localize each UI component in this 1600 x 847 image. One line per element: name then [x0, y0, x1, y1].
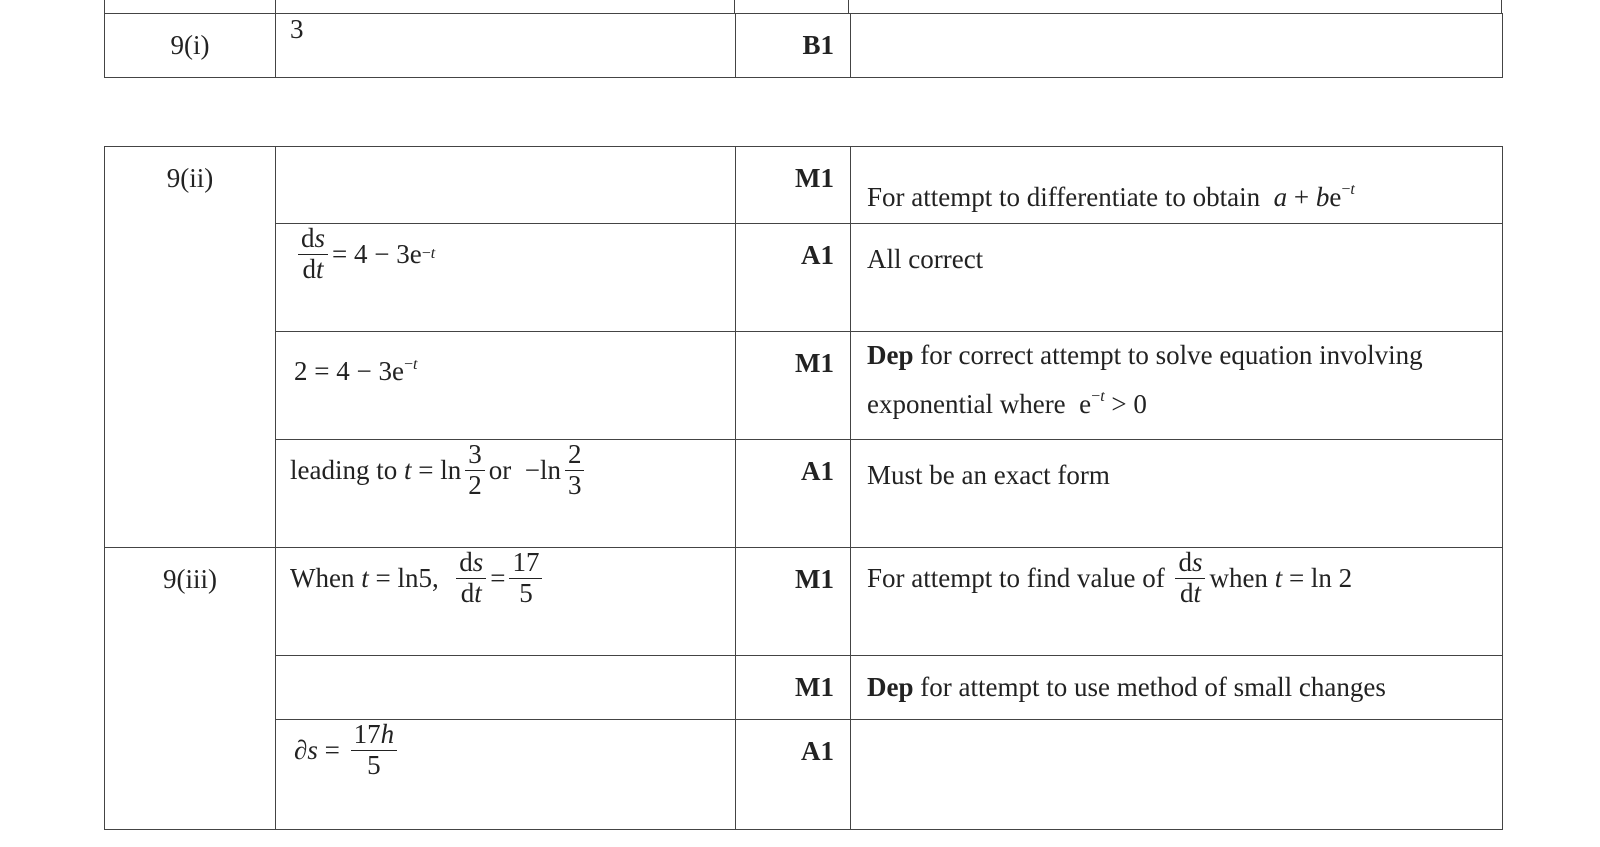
guidance-text: For attempt to differentiate to obtain: [867, 182, 1261, 212]
previous-table-edge: [104, 0, 1502, 14]
answer-math: When t = ln5, $\frac{ds}{dt}$ = $\frac{17}{5}$: [276, 548, 735, 608]
mark: M1: [795, 348, 834, 378]
table-row: 2 = 4 − 3e −t M1 Dep for correct attempt to solve equation involving exponential where $e^{-t} > 0$: [105, 332, 1503, 440]
markscheme-table-9i: [104, 13, 1503, 78]
answer-cell: [276, 147, 736, 224]
table-row: 9(iii) When t = ln5, $\frac{ds}{dt}$ = $\frac{17}{5}$ M1 For attempt to find value of $\frac{ds}{dt}$ when t = ln 2: [105, 548, 1503, 656]
guidance-cell: [851, 720, 1503, 830]
answer-math: leading to t = ln $\frac{3}{2}$ or −ln $\frac{2}{3}$: [276, 440, 735, 500]
table-row: [105, 14, 1503, 78]
table-row: 9(ii) M1 For attempt to differentiate to obtain $a + be^{-t}$: [105, 147, 1503, 224]
answer-prefix: leading to: [290, 454, 398, 485]
question-number: 9(ii): [166, 163, 214, 193]
dep-label: Dep: [867, 340, 914, 370]
answer-math: $\frac{ds}{dt}$ = 4 − 3e −t: [276, 224, 735, 284]
answer-or: or: [488, 454, 512, 485]
table-row: [105, 440, 1503, 548]
guidance-when: when: [1209, 562, 1268, 593]
table-row: [105, 224, 1503, 332]
answer-math: ∂s = $\frac{17h}{5}$: [276, 720, 735, 780]
answer-cell: 3: [290, 14, 304, 44]
table-row: [105, 720, 1503, 830]
answer-prefix: When: [290, 562, 355, 593]
math-expression: a: [1273, 182, 1288, 212]
guidance-text: Must be an exact form: [867, 460, 1110, 490]
guidance-text: For attempt to find value of: [867, 562, 1165, 593]
answer-cell: [276, 656, 736, 720]
guidance-text: for correct attempt to solve equation involving exponential where: [867, 340, 1423, 419]
mark: B1: [802, 30, 834, 60]
mark: M1: [795, 163, 834, 193]
answer-math: 2 = 4 − 3e −t: [294, 356, 418, 386]
mark: M1: [795, 564, 834, 594]
guidance-text: All correct: [867, 244, 984, 274]
question-number: 9(i): [170, 30, 210, 60]
mark: A1: [801, 240, 834, 270]
mark: M1: [795, 672, 834, 702]
dep-label: Dep: [867, 672, 914, 702]
question-number: 9(iii): [163, 564, 217, 594]
table-row: [105, 656, 1503, 720]
guidance-text: for attempt to use method of small changes: [920, 672, 1386, 702]
mark: A1: [801, 456, 834, 486]
mark: A1: [801, 736, 834, 766]
guidance-cell: [851, 14, 1503, 78]
markscheme-table-9ii-9iii: [104, 146, 1503, 830]
